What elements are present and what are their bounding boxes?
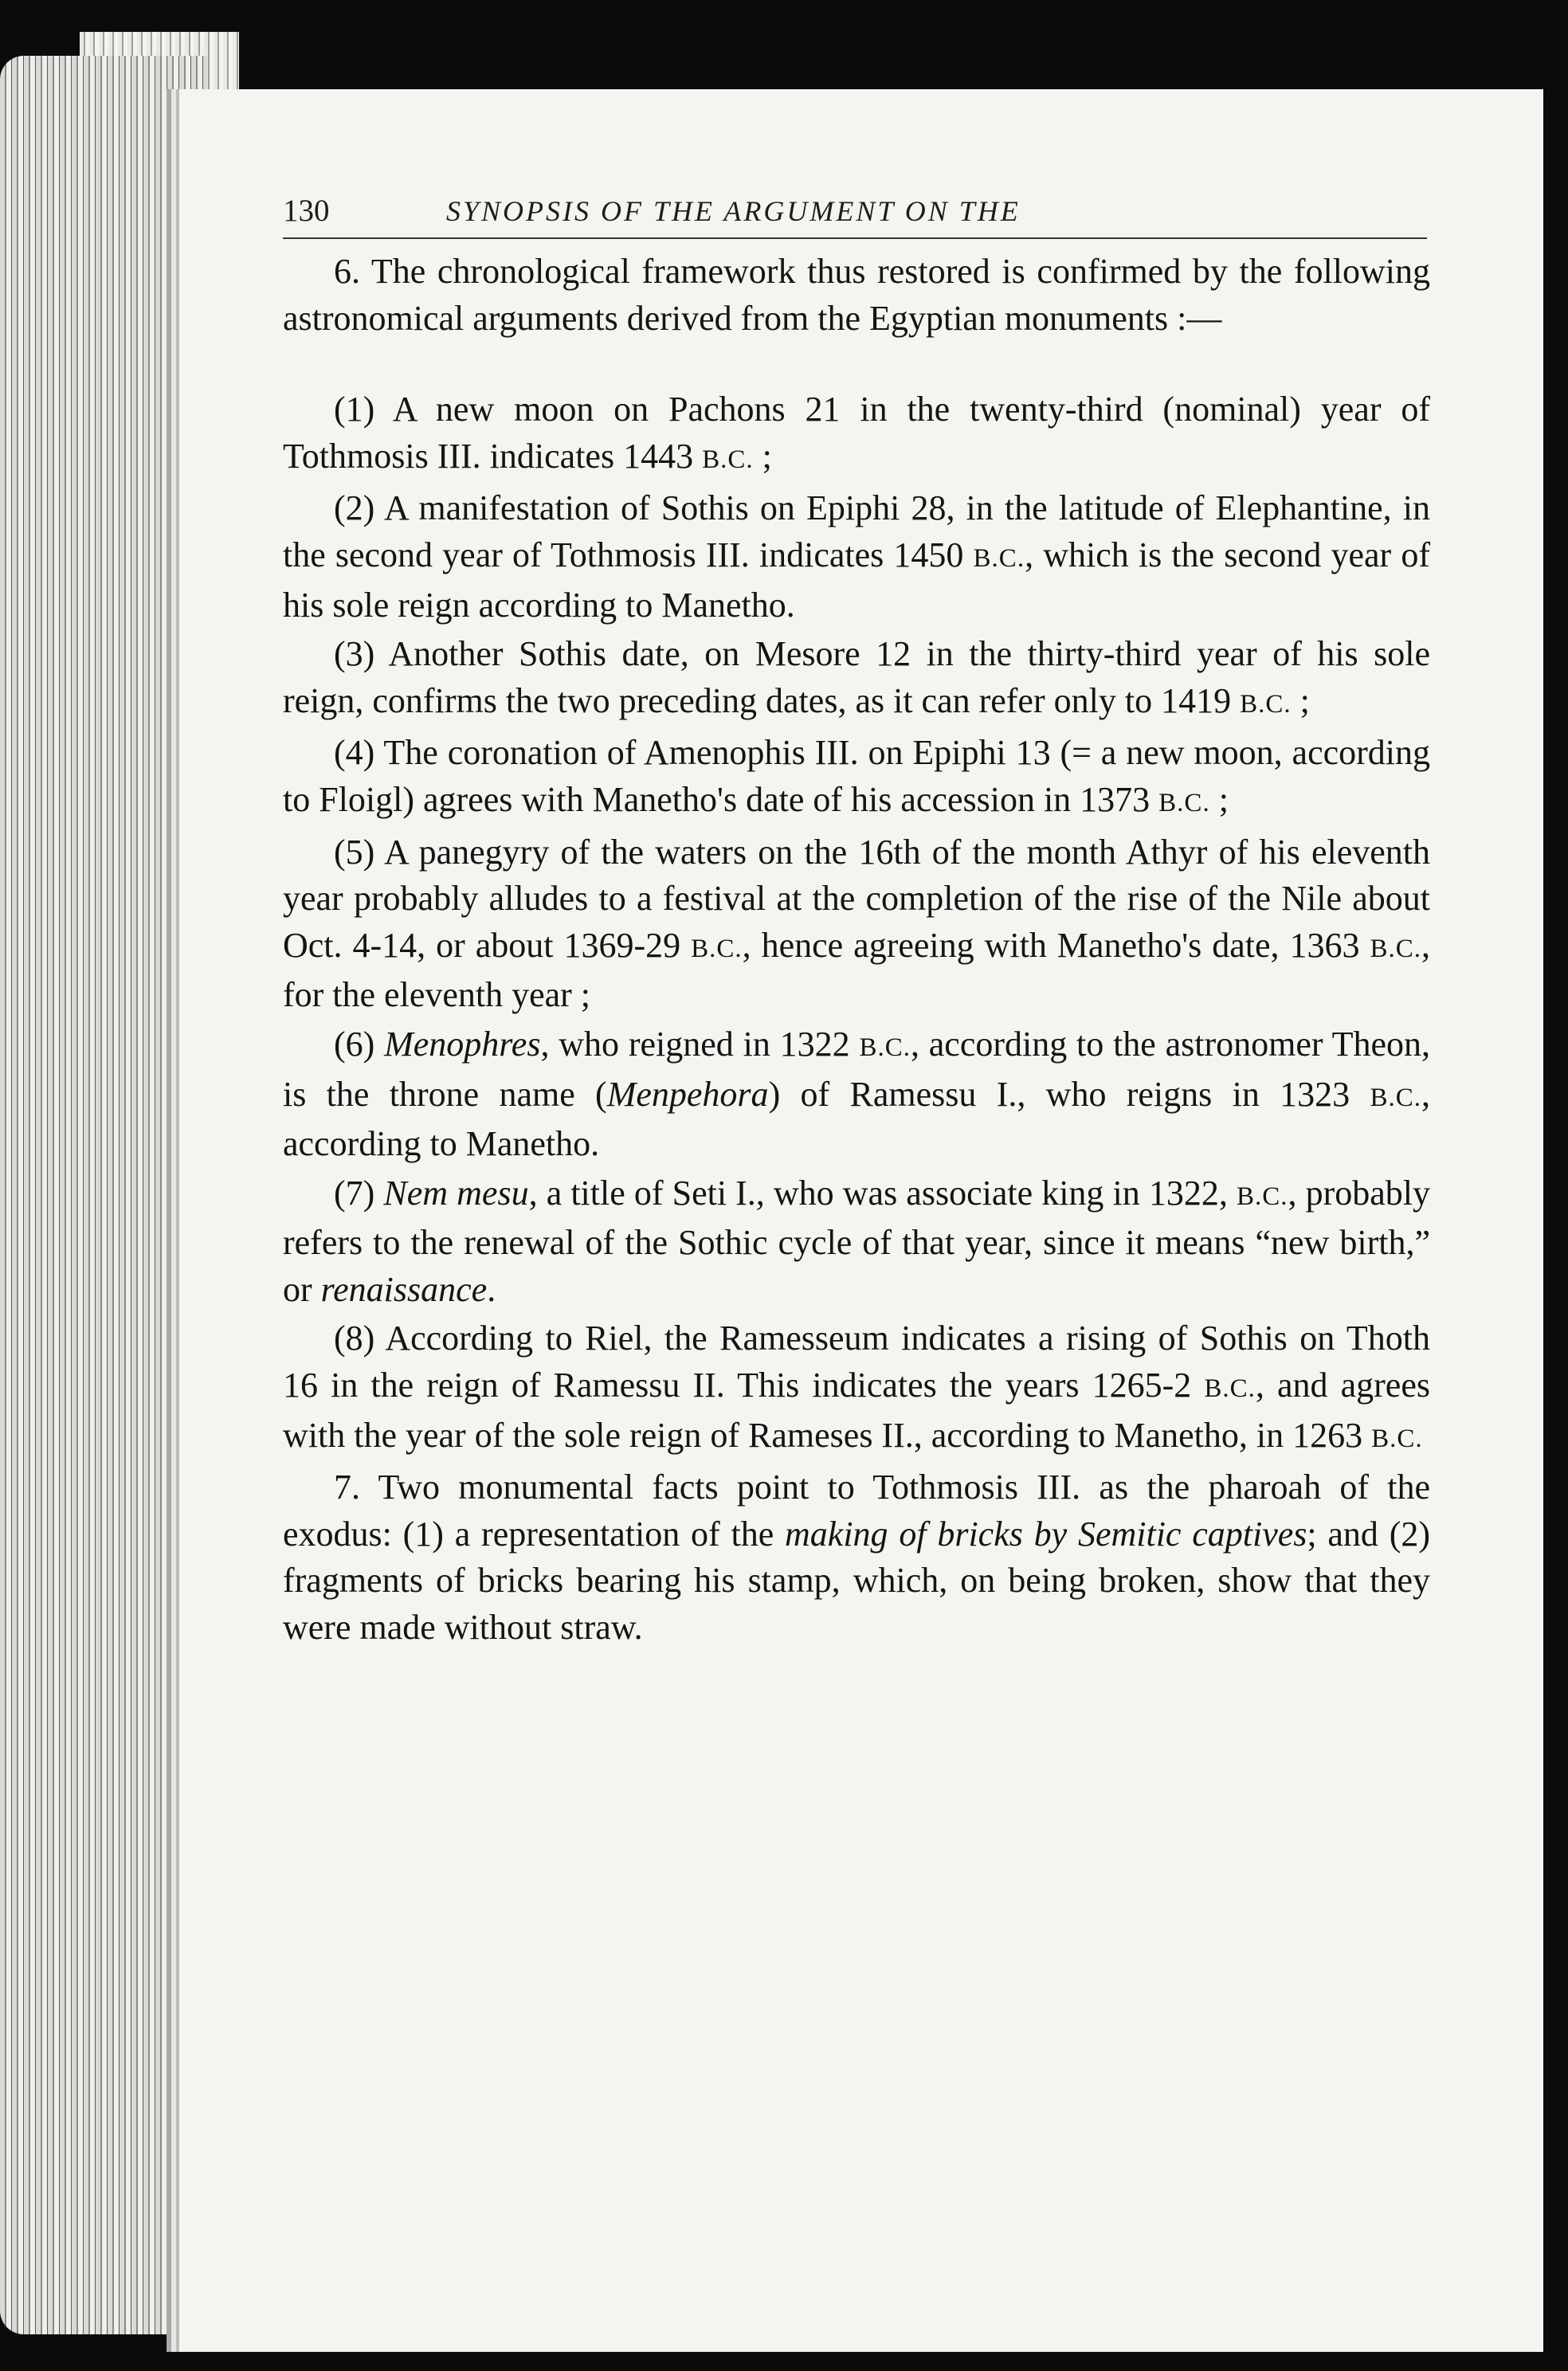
paragraph-argument-1: (1) A new moon on Pachons 21 in the twenty-third (nominal) year of Tothmosis III. indicates 1443 B.C. ; [283,390,1430,476]
paragraph-argument-6: (6) Menophres, who reigned in 1322 B.C., according to the astronomer Theon, is the throne name (Menpehora) of Ramessu I., who reigns in 1323 B.C., according to Manetho. [283,1024,1431,1164]
running-title: SYNOPSIS OF THE ARGUMENT ON THE [446,195,1021,227]
paragraph-7: 7. Two monumental facts point to Tothmosis III. as the pharoah of the exodus: (1) a representation of the making of bricks by Semitic captives; and (2) fragments of bricks bearing his stamp, which, on being broken, show that they were made without straw. [283,1468,1431,1648]
paragraph-6: 6. The chronological framework thus restored is confirmed by the following astronomical arguments derived from the Egyptian monuments :— [283,252,1430,338]
body-text [283,249,1430,1652]
page-number: 130 [283,194,330,228]
page-header [283,190,1427,239]
paragraph-argument-4: (4) The coronation of Amenophis III. on Epiphi 13 (= a new moon, according to Floigl) agrees with Manetho's date of his accession in 1373 B.C. ; [283,733,1430,819]
book-page-edges [0,56,207,2334]
paragraph-argument-8: (8) According to Riel, the Ramesseum indicates a rising of Sothis on Thoth 16 in the reign of Ramessu II. This indicates the years 1265-2 B.C., and agrees with the year of the sole reign of Rameses II., according to Manetho, in 1263 B.C. [283,1319,1430,1455]
paragraph-argument-5: (5) A panegyry of the waters on the 16th of the month Athyr of his eleventh year probably alludes to a festival at the completion of the rise of the Nile about Oct. 4-14, or about 1369-29 B.C., hence agreeing with Manetho's date, 1363 B.C., for the eleventh year ; [283,832,1430,1015]
paragraph-argument-2: (2) A manifestation of Sothis on Epiphi 28, in the latitude of Elephantine, in the second year of Tothmosis III. indicates 1450 B.C., which is the second year of his sole reign according to Manetho. [283,488,1430,625]
paragraph-argument-7: (7) Nem mesu, a title of Seti I., who was associate king in 1322, B.C., probably refers to the renewal of the Sothic cycle of that year, since it means “new birth,” or renaissance. [283,1173,1430,1309]
paragraph-argument-3: (3) Another Sothis date, on Mesore 12 in the thirty-third year of his sole reign, confirms the two preceding dates, as it can refer only to 1419 B.C. ; [283,634,1430,720]
